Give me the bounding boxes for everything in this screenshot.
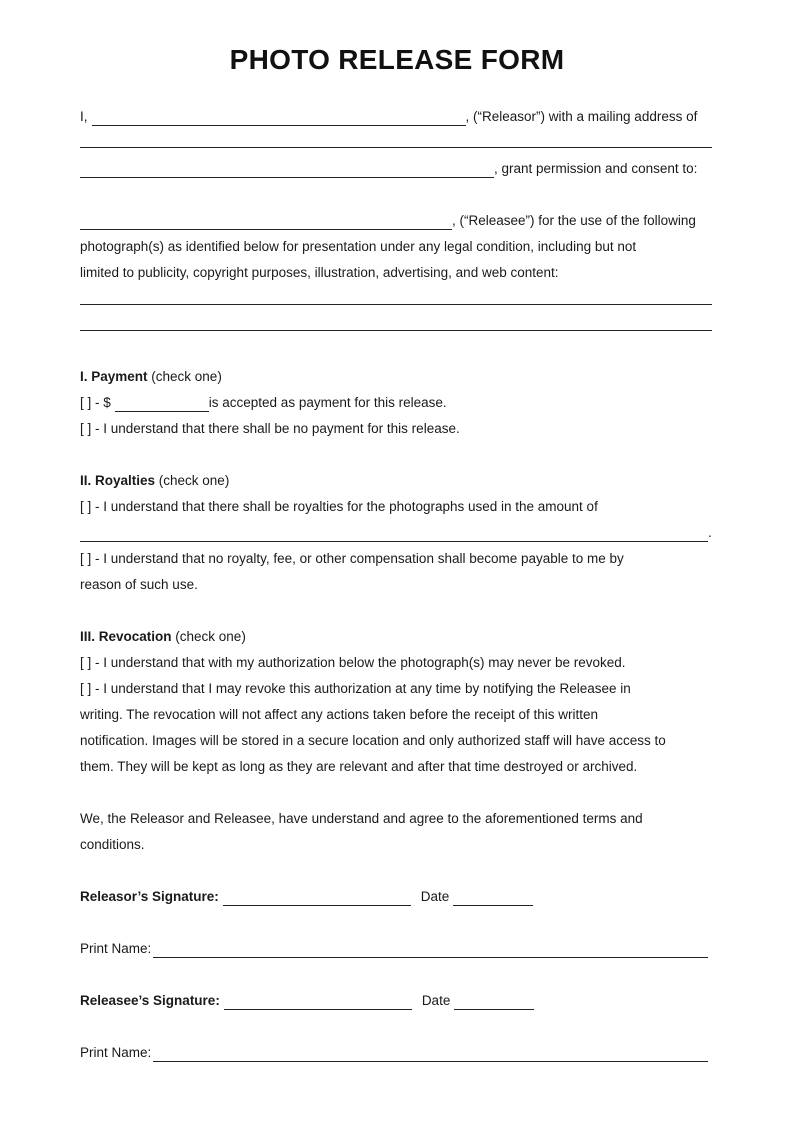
releasee-suffix: , (“Releasee”) for the use of the following	[452, 213, 696, 228]
releasor-print-name-row	[80, 940, 710, 958]
releasor-name-line	[80, 108, 712, 126]
releasor-name-field[interactable]	[92, 113, 466, 126]
mailing-address-field-1[interactable]	[80, 147, 712, 148]
revocation-body-line: notification. Images will be stored in a secure location and only authorized staff will have access to	[80, 733, 666, 748]
revocation-option-never[interactable]: [ ] - I understand that with my authorization below the photograph(s) may never be revoked.	[80, 655, 626, 670]
payment-amount-field[interactable]	[115, 399, 209, 412]
revocation-option-revocable[interactable]: [ ] - I understand that I may revoke this authorization at any time by notifying the Releasee in	[80, 681, 631, 696]
releasor-suffix: , (“Releasor”) with a mailing address of	[465, 109, 698, 124]
releasee-signature-field[interactable]	[224, 997, 412, 1010]
i-prefix: I,	[80, 109, 88, 124]
payment-heading	[80, 368, 222, 386]
mailing-address-field-2[interactable]	[80, 165, 494, 178]
payment-hint: (check one)	[147, 369, 222, 384]
payment-option-none[interactable]: [ ] - I understand that there shall be no payment for this release.	[80, 421, 460, 436]
mailing-address-line-2	[80, 160, 712, 178]
royalties-option-none-cont: reason of such use.	[80, 577, 198, 592]
royalties-amount-line	[80, 524, 716, 542]
royalties-heading	[80, 472, 229, 490]
releasor-signature-row	[80, 888, 533, 906]
releasee-name-field[interactable]	[80, 217, 452, 230]
releasee-date-label: Date	[421, 993, 451, 1008]
releasee-signature-label: Releasee’s Signature:	[80, 993, 220, 1008]
payment-heading-label: I. Payment	[80, 369, 148, 384]
royalties-amount-period: .	[708, 525, 712, 540]
intro-body-line: limited to publicity, copyright purposes, illustration, advertising, and web content:	[80, 265, 559, 280]
releasor-date-field[interactable]	[453, 893, 533, 906]
royalties-heading-label: II. Royalties	[80, 473, 156, 488]
revocation-heading-label: III. Revocation	[80, 629, 172, 644]
revocation-body-line: them. They will be kept as long as they are relevant and after that time destroyed or archived.	[80, 759, 638, 774]
payment-option-amount[interactable]	[80, 394, 447, 412]
releasee-signature-row	[80, 992, 534, 1010]
royalties-option-amount[interactable]: [ ] - I understand that there shall be royalties for the photographs used in the amount of	[80, 499, 598, 514]
grant-suffix: , grant permission and consent to:	[494, 161, 698, 176]
payment-option-amount-suffix: is accepted as payment for this release.	[208, 395, 447, 410]
releasor-signature-field[interactable]	[223, 893, 411, 906]
photo-description-field-1[interactable]	[80, 304, 712, 305]
releasee-date-field[interactable]	[454, 997, 534, 1010]
payment-option-amount-prefix: [ ] - $	[80, 395, 111, 410]
intro-body-line: photograph(s) as identified below for presentation under any legal condition, including but not	[80, 239, 637, 254]
releasee-print-name-row	[80, 1044, 710, 1062]
revocation-hint: (check one)	[171, 629, 246, 644]
revocation-body-line: writing. The revocation will not affect any actions taken before the receipt of this written	[80, 707, 599, 722]
releasor-print-name-field[interactable]	[153, 945, 708, 958]
releasee-print-name-field[interactable]	[153, 1049, 708, 1062]
releasor-print-name-label: Print Name:	[80, 941, 152, 956]
agreement-line: conditions.	[80, 837, 145, 852]
revocation-heading	[80, 628, 246, 646]
agreement-line: We, the Releasor and Releasee, have understand and agree to the aforementioned terms and	[80, 811, 643, 826]
royalties-amount-field[interactable]	[80, 529, 708, 542]
releasee-name-line	[80, 212, 712, 230]
royalties-hint: (check one)	[155, 473, 230, 488]
releasor-signature-label: Releasor’s Signature:	[80, 889, 219, 904]
photo-description-field-2[interactable]	[80, 330, 712, 331]
page-title: PHOTO RELEASE FORM	[229, 44, 565, 75]
releasor-date-label: Date	[420, 889, 450, 904]
royalties-option-none[interactable]: [ ] - I understand that no royalty, fee, or other compensation shall become payable to me by	[80, 551, 624, 566]
releasee-print-name-label: Print Name:	[80, 1045, 152, 1060]
